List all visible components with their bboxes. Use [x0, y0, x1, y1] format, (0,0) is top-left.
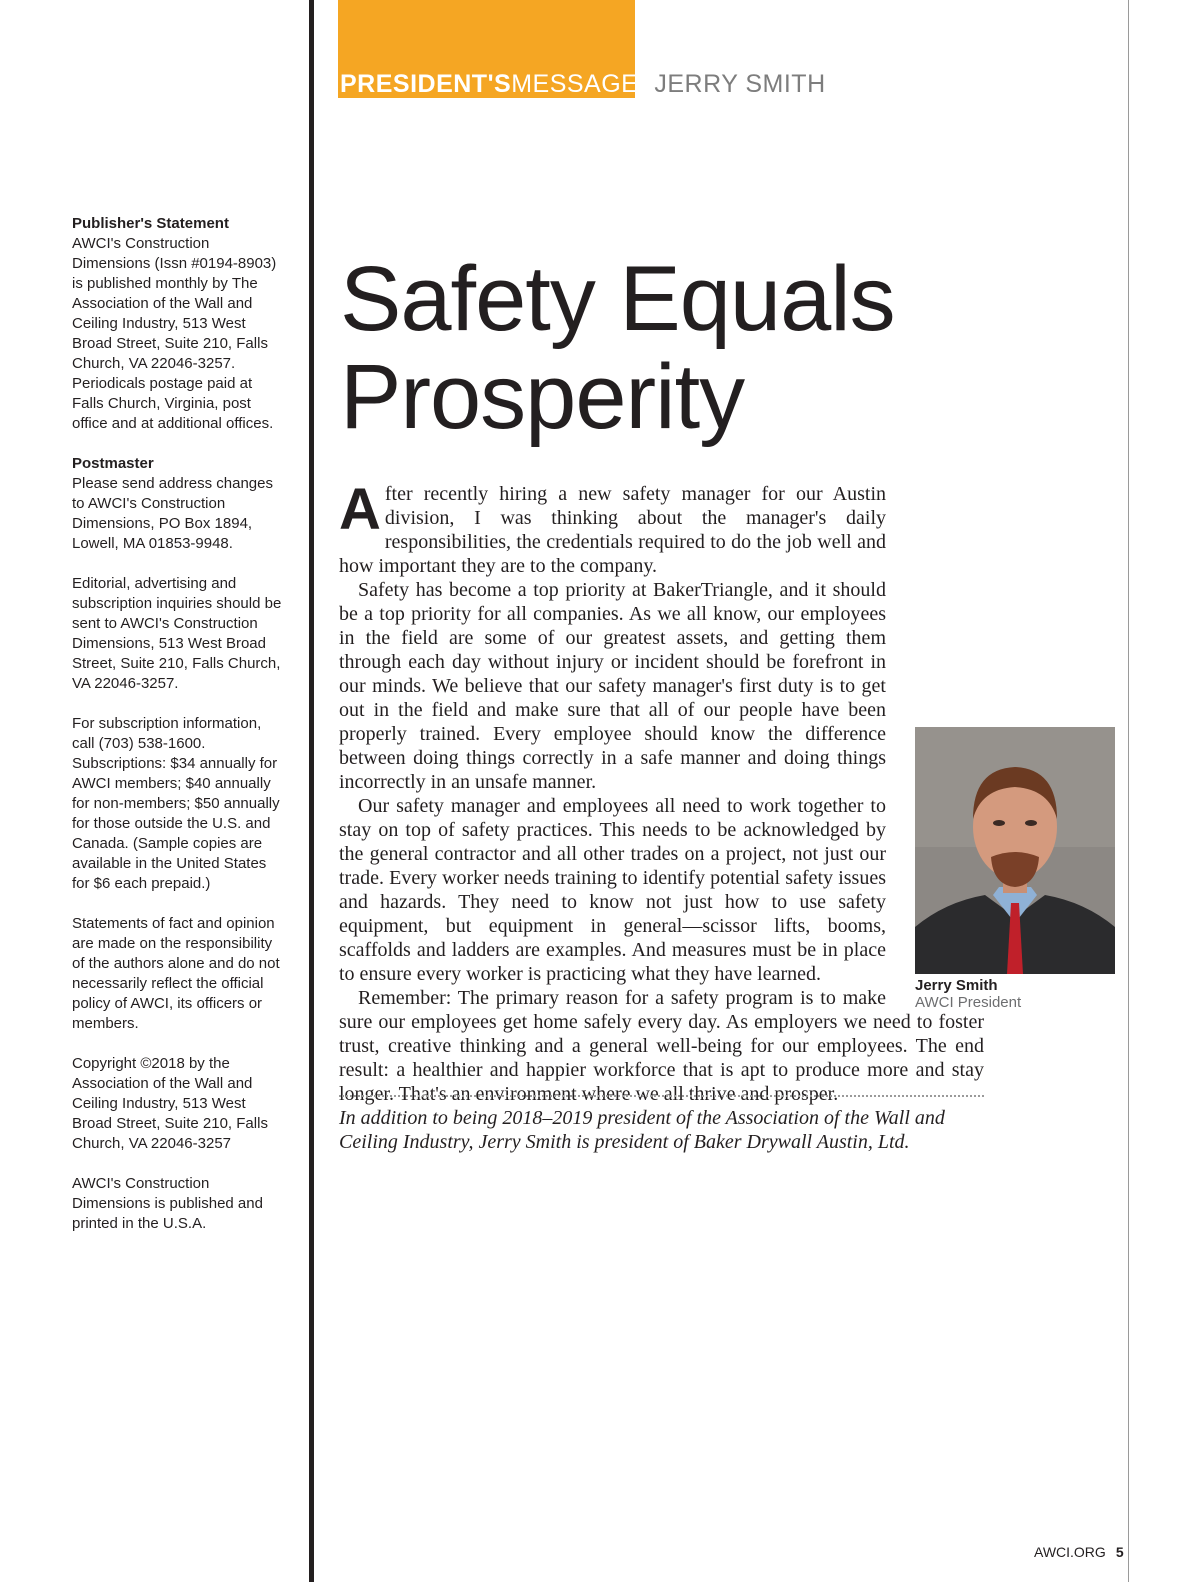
sidebar-block-inquiries	[72, 574, 282, 694]
drop-cap: A	[339, 477, 381, 542]
article-title: Safety Equals Prosperity	[340, 248, 895, 448]
publisher-sidebar	[72, 214, 282, 1254]
sidebar-block-text: Editorial, advertising and subscription inquiries should be sent to AWCI's Construction Dimensions, 513 West Broad Street, Suite 210, Falls Church, VA 22046-3257.	[72, 575, 282, 692]
article-paragraph-text: fter recently hiring a new safety manager for our Austin division, I was thinking about the manager's daily responsibilities, the credentials required to do the job well and how important they are to the company.	[339, 483, 886, 577]
caption-name: Jerry Smith	[915, 977, 998, 994]
sidebar-block-postmaster	[72, 454, 282, 554]
dotted-separator	[339, 1095, 984, 1097]
sidebar-block-text: AWCI's Construction Dimensions is published and printed in the U.S.A.	[72, 1175, 263, 1232]
article-paragraph: Our safety manager and employees all need to work together to stay on top of safety practices. This needs to be acknowledged by the general contractor and all other trades on a project, not just our trade. Every worker needs training to identify potential safety issues and hazards. They need to know not just how to use safety equipment, but equipment in general—scissor lifts, booms, scaffolds and ladders are examples. And measures must be in place to ensure every worker is practicing what they have learned.	[339, 795, 886, 985]
sidebar-block-text: Statements of fact and opinion are made on the responsibility of the authors alone and do not necessarily reflect the official policy of AWCI, its officers or members.	[72, 915, 280, 1032]
sidebar-block-disclaimer	[72, 914, 282, 1034]
page-number: 5	[1115, 1544, 1124, 1560]
sidebar-block-text: For subscription information, call (703) 538-1600. Subscriptions: $34 annually for AWCI members; $40 annually for non-members; $50 annually for those outside the U.S. and Canada. (Sample copies are available in the United States for $6 each prepaid.)	[72, 715, 280, 892]
page-edge-rule	[1128, 0, 1129, 1582]
sidebar-block-text: AWCI's Construction Dimensions (Issn #0194-8903) is published monthly by The Association of the Wall and Ceiling Industry, 513 West Broad Street, Suite 210, Falls Church, VA 22046-3257. Periodicals postage paid at Falls Church, Virginia, post office and at additional offices.	[72, 235, 277, 432]
article-body	[339, 477, 984, 1106]
page-footer	[1034, 1543, 1124, 1561]
article-paragraph	[339, 477, 984, 578]
section-label-light: MESSAGE	[511, 70, 639, 98]
sidebar-block-text: Please send address changes to AWCI's Construction Dimensions, PO Box 1894, Lowell, MA 01853-9948.	[72, 475, 273, 552]
sidebar-block-subscriptions	[72, 714, 282, 894]
sidebar-block-title: Publisher's Statement	[72, 215, 229, 232]
sidebar-block-text: Copyright ©2018 by the Association of the Wall and Ceiling Industry, 513 West Broad Street, Suite 210, Falls Church, VA 22046-3257	[72, 1055, 268, 1152]
sidebar-block-title: Postmaster	[72, 455, 154, 472]
section-author: JERRY SMITH	[654, 70, 826, 98]
portrait-caption	[915, 977, 1021, 1011]
author-portrait	[915, 727, 1115, 974]
column-divider-thick	[309, 0, 314, 1582]
section-header	[340, 68, 826, 100]
sidebar-block-printed	[72, 1174, 282, 1234]
section-label-strong: PRESIDENT'S	[340, 70, 512, 98]
portrait-illustration	[915, 727, 1115, 974]
article-paragraph: Safety has become a top priority at BakerTriangle, and it should be a top priority for all companies. As we all know, our employees in the field are some of our greatest assets, and getting them through each day without injury or incident should be forefront in our minds. We believe that our safety manager's first duty is to get out in the field and make sure that all of our people have been properly trained. Every employee should know the difference between doing things correctly in a safe manner and doing things incorrectly in an unsafe manner.	[339, 579, 886, 793]
article-paragraph: Remember: The primary reason for a safety program is to make sure our employees get home safely every day. As employers we need to foster trust, creative thinking and a general well-being for our employees. The end result: a healthier and happier workforce that is apt to produce more and stay longer. That's an environment where we all thrive and prosper.	[339, 987, 984, 1105]
caption-role: AWCI President	[915, 994, 1022, 1011]
sidebar-block-publisher	[72, 214, 282, 434]
author-bio: In addition to being 2018–2019 president of the Association of the Wall and Ceiling Industry, Jerry Smith is president of Baker Drywall Austin, Ltd.	[339, 1107, 945, 1153]
sidebar-block-copyright	[72, 1054, 282, 1154]
footer-site: AWCI.ORG	[1034, 1544, 1106, 1560]
